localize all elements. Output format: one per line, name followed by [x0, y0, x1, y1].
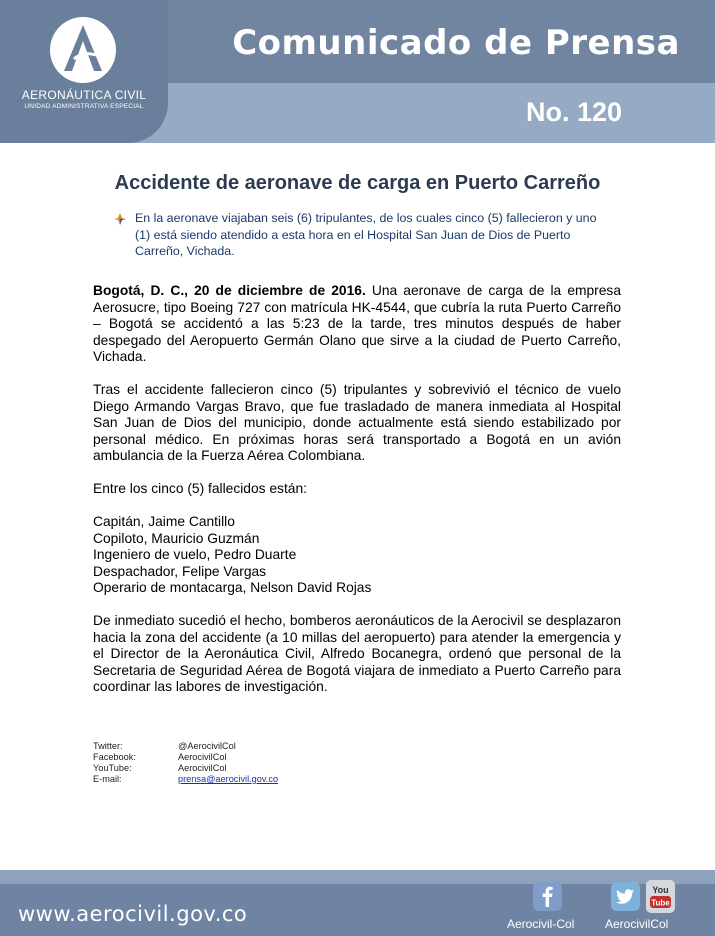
aerocivil-logo-icon [50, 17, 116, 83]
paragraph-4: De inmediato sucedió el hecho, bomberos aeronáuticos de la Aerocivil se desplazaron hacia la zona del accidente (a 10 millas del aeropuerto) para atender la emergencia y el Director de la Aeronáutica Civil, Alfredo Bocanegra, ordenó que personal de la Secretaria de Seguridad Aérea de Bogotá viajara de inmediato a Puerto Carreño para coordinar las labores de investigación. [93, 613, 621, 694]
svg-text:You: You [652, 885, 669, 895]
email-link[interactable]: prensa@aerocivil.gov.co [178, 774, 279, 784]
logo-panel [0, 0, 168, 143]
contact-value: AerocivilCol [178, 752, 227, 762]
logo-name: AERONÁUTICA CIVIL [21, 88, 147, 102]
press-release-number: No. 120 [525, 97, 622, 127]
contact-value: @AerocivilCol [178, 741, 236, 751]
list-item: Copiloto, Mauricio Guzmán [93, 530, 260, 546]
svg-text:Tube: Tube [651, 898, 670, 908]
youtube-icon[interactable] [646, 880, 675, 913]
contact-row [93, 763, 393, 774]
paragraph-3: Entre los cinco (5) fallecidos están: [93, 481, 307, 496]
bullet-icon [113, 212, 127, 226]
logo-subtitle: UNIDAD ADMINISTRATIVA ESPECIAL [24, 103, 144, 110]
list-item: Capitán, Jaime Cantillo [93, 514, 235, 529]
footer [0, 870, 715, 936]
contact-label: YouTube: [93, 763, 132, 773]
list-item: Ingeniero de vuelo, Pedro Duarte [93, 547, 297, 562]
paragraph-1-body: Una aeronave de carga de la empresa Aerosucre, tipo Boeing 727 con matrícula HK-4544, que cubría la ruta Puerto Carreño – Bogotá se accidentó a las 5:23 de la tarde, tres minutos después de haber despegado del Aeropuerto Germán Olano que sirve a la ciudad de Puerto Carreño, Vichada. [93, 283, 621, 364]
contact-value: AerocivilCol [178, 763, 227, 773]
contact-row [93, 752, 393, 763]
contact-label: Twitter: [93, 741, 123, 751]
dateline: Bogotá, D. C., 20 de diciembre de 2016. [93, 283, 366, 298]
contact-label: E-mail: [93, 774, 122, 784]
footer-website-link[interactable]: www.aerocivil.gov.co [18, 902, 248, 926]
victims-list [93, 514, 621, 597]
contact-row [93, 774, 393, 785]
contact-label: Facebook: [93, 752, 136, 762]
article-title: Accidente de aeronave de carga en Puerto Carreño [114, 172, 601, 194]
footer-top-band [0, 870, 715, 884]
facebook-handle: Aerocivil-Col [507, 917, 575, 931]
list-item: Operario de montacarga, Nelson David Rojas [93, 580, 372, 595]
header [0, 0, 715, 143]
header-title: Comunicado de Prensa [232, 23, 680, 63]
paragraph-2: Tras el accidente fallecieron cinco (5) tripulantes y sobrevivió el técnico de vuelo Diego Armando Vargas Bravo, que fue trasladado de manera inmediata al Hospital San Juan de Dios del municipio, donde actualmente está siendo estabilizado por personal médico. En próximas horas será transportado a Bogotá en un avión ambulancia de la Fuerza Aérea Colombiana. [93, 382, 621, 463]
summary-text: En la aeronave viajaban seis (6) tripulantes, de los cuales cinco (5) fallecieron y uno (1) está siendo atendido a esta hora en el Hospital San Juan de Dios de Puerto Carreño, Vichada. [135, 211, 597, 258]
paragraph-1 [93, 283, 621, 366]
twitter-icon[interactable] [611, 882, 640, 911]
list-item: Despachador, Felipe Vargas [93, 563, 267, 579]
contact-row [93, 741, 393, 752]
twitter-youtube-handle: AerocivilCol [605, 917, 669, 931]
facebook-icon[interactable] [533, 882, 562, 911]
contacts-block [93, 741, 393, 785]
